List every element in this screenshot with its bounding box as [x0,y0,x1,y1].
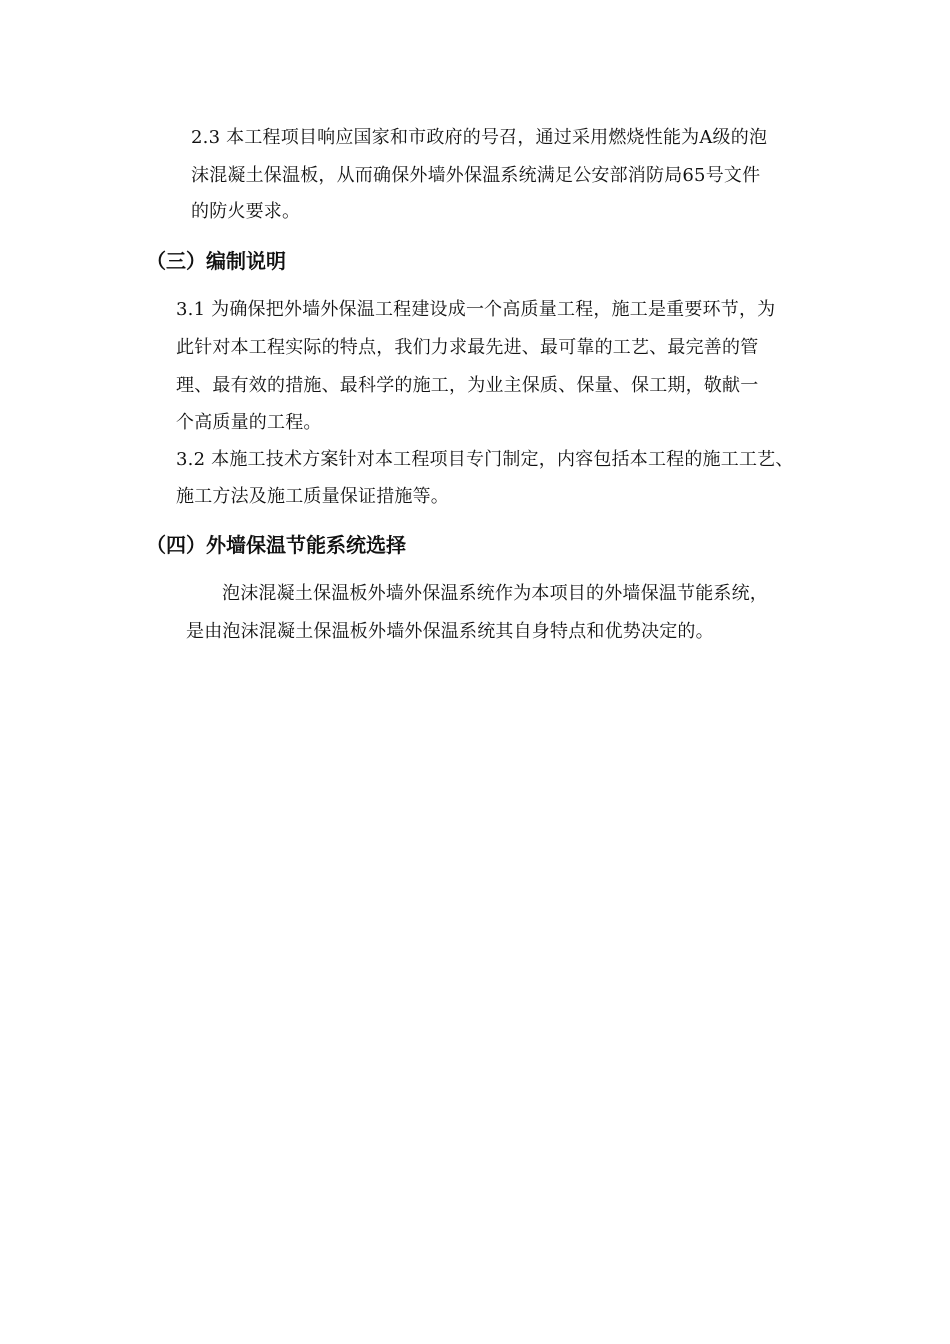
paragraph-3-1-line-3: 理、最有效的措施、最科学的施工，为业主保质、保量、保工期，敬献一 [176,375,759,396]
paragraph-4-line-1: 泡沫混凝土保温板外墙外保温系统作为本项目的外墙保温节能系统， [222,583,768,604]
paragraph-3-1-line-4: 个高质量的工程。 [176,412,322,433]
section-4-heading: （四）外墙保温节能系统选择 [146,533,406,557]
section-3-heading: （三）编制说明 [146,249,286,273]
paragraph-2-3-line-1: 2.3 本工程项目响应国家和市政府的号召，通过采用燃烧性能为A级的泡 [191,127,768,148]
paragraph-3-2-line-2: 施工方法及施工质量保证措施等。 [176,486,449,507]
paragraph-3-1-line-2: 此针对本工程实际的特点，我们力求最先进、最可靠的工艺、最完善的管 [176,337,759,358]
paragraph-3-1-line-1: 3.1 为确保把外墙外保温工程建设成一个高质量工程，施工是重要环节，为 [176,299,776,320]
paragraph-3-2-line-1: 3.2 本施工技术方案针对本工程项目专门制定，内容包括本工程的施工工艺、 [176,449,794,470]
paragraph-2-3-line-3: 的防火要求。 [191,201,301,222]
paragraph-2-3-line-2: 沫混凝土保温板，从而确保外墙外保温系统满足公安部消防局65号文件 [191,165,761,186]
paragraph-4-line-2: 是由泡沫混凝土保温板外墙外保温系统其自身特点和优势决定的。 [186,621,714,642]
